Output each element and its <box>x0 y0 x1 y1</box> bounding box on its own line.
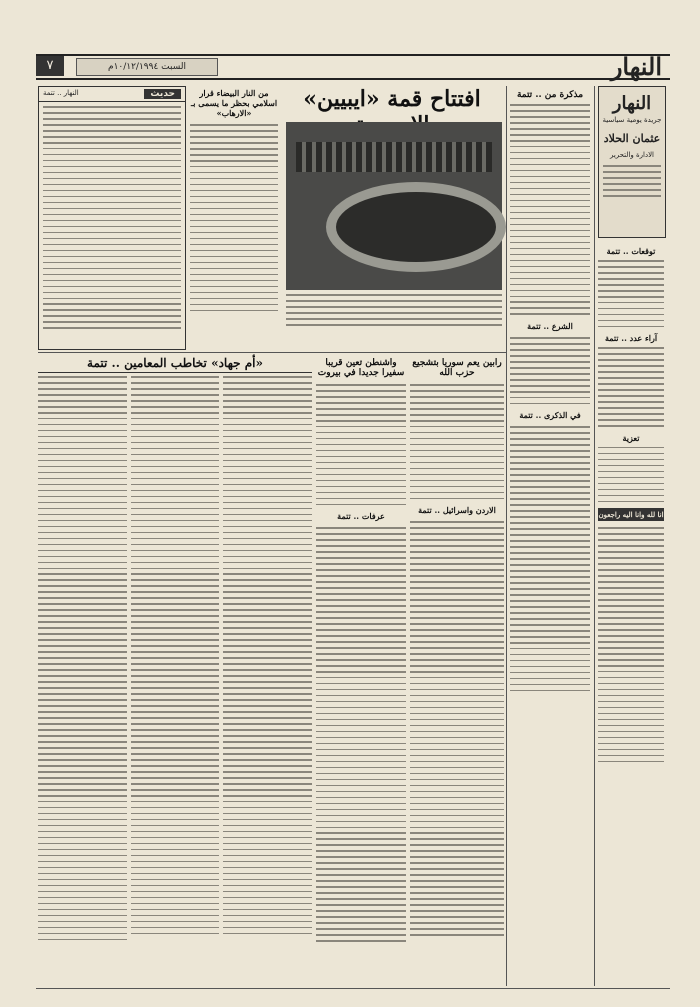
um-jihad-columns <box>38 376 312 984</box>
washington-text <box>316 384 406 505</box>
column-divider <box>594 86 595 986</box>
shura-heading: الشرع .. تتمة <box>527 321 573 332</box>
jordan-heading: الاردن واسرائيل .. تتمة <box>418 505 496 516</box>
memo-column <box>510 86 590 986</box>
um-jihad-text-a <box>38 376 127 984</box>
obituary-text <box>598 527 664 762</box>
syria-column <box>410 356 504 984</box>
ad-owner: عثمان الحلاد <box>603 132 661 145</box>
memo-text <box>510 104 590 315</box>
main-headline: افتتاح قمة «ايبيين» <box>303 86 481 112</box>
jordan-text <box>410 521 504 936</box>
arafat-text <box>316 527 406 942</box>
shura-text <box>510 337 590 404</box>
obituary-banner <box>598 508 664 521</box>
memory-text <box>510 426 590 691</box>
islamic-decision-heading: من النار البيضاء قرار اسلامي بحظر ما يسمى بـ «الارهاب» <box>190 88 278 118</box>
obituary-heading: انا لله وانا اليه راجعون <box>598 510 664 520</box>
photo-caption <box>286 294 502 330</box>
condolence-heading: تعزية <box>622 432 640 443</box>
opinion-label: حديث <box>144 89 181 99</box>
opinions-heading: آراء عدد .. تتمة <box>604 333 658 344</box>
masthead <box>36 54 670 80</box>
islamic-decision-text <box>190 124 278 311</box>
notices-text <box>598 260 664 327</box>
um-jihad-text-b <box>131 376 220 984</box>
summit-photo <box>286 122 502 290</box>
right-column <box>598 244 664 984</box>
ad-text <box>603 165 661 197</box>
opinions-text <box>598 347 664 426</box>
bottom-rule <box>36 988 670 989</box>
notices-heading: توقعات .. تتمة <box>606 246 656 256</box>
page-number: ٧ <box>36 56 64 76</box>
opinion-source: النهار .. تتمة <box>43 89 79 97</box>
ad-subtitle: جريدة يومية سياسية <box>602 116 662 124</box>
opinion-box <box>38 86 186 350</box>
condolence-text <box>598 447 664 502</box>
memo-heading: مذكرة من .. تتمة <box>516 90 584 100</box>
washington-column <box>316 356 406 984</box>
ad-paper-name: النهار <box>612 93 652 114</box>
publisher-ad <box>598 86 666 238</box>
um-jihad-headline: «أم جهاد» تخاطب المعامين .. تتمة <box>38 356 312 373</box>
syria-text <box>410 384 504 499</box>
islamic-decision-column <box>190 86 278 348</box>
horizontal-rule <box>38 352 506 353</box>
syria-heading: رابين يعم سوريا بتشجيع حزب الله <box>412 358 502 378</box>
issue-date: السبت ١٠/١٢/١٩٩٤م <box>76 58 218 76</box>
ad-address: الادارة والتحرير <box>609 151 655 159</box>
arafat-heading: عرفات .. تتمة <box>337 511 385 522</box>
column-divider <box>506 86 507 986</box>
memory-heading: في الذكرى .. تتمة <box>519 410 581 421</box>
opinion-text <box>43 106 181 329</box>
washington-heading: واشنطن تعين قريبا سفيرا جديدا في بيروت <box>317 358 405 378</box>
um-jihad-text-c <box>223 376 312 984</box>
paper-name: النهار <box>610 52 662 81</box>
